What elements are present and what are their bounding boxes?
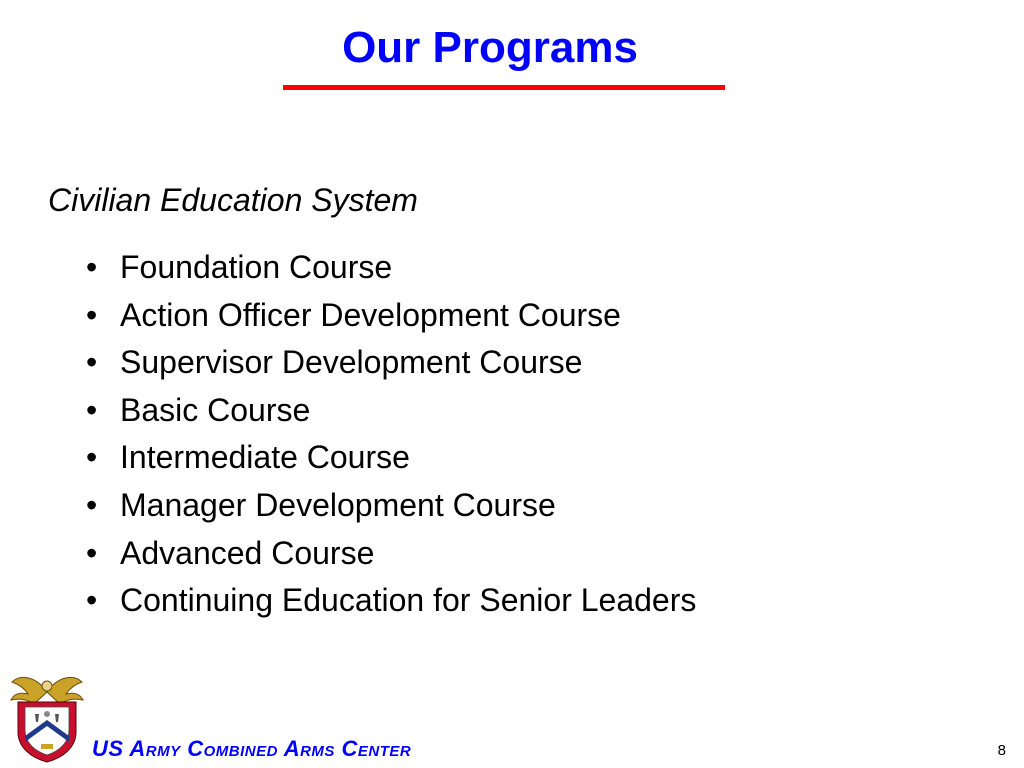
list-item [86, 244, 696, 292]
section-subtitle: Civilian Education System [48, 182, 418, 218]
course-list [86, 244, 696, 625]
course-label: Manager Development Course [120, 486, 556, 523]
army-combined-arms-center-crest-icon [8, 672, 86, 764]
bullet: • [86, 486, 98, 523]
list-item [86, 434, 696, 482]
list-item [86, 387, 696, 435]
course-label: Supervisor Development Course [120, 344, 583, 381]
page-number: 8 [997, 742, 1006, 759]
course-label: Advanced Course [120, 534, 375, 571]
title-underline [283, 85, 725, 90]
course-label: Foundation Course [120, 249, 393, 285]
list-item [86, 339, 696, 387]
bullet: • [86, 344, 98, 381]
course-label: Continuing Education for Senior Leaders [120, 582, 697, 619]
course-label: Action Officer Development Course [120, 296, 621, 333]
bullet: • [86, 391, 98, 428]
list-item [86, 292, 696, 340]
list-item [86, 530, 696, 578]
slide-title: Our Programs [342, 23, 638, 72]
course-label: Basic Course [120, 391, 311, 428]
bullet: • [86, 296, 98, 333]
bullet: • [86, 582, 98, 619]
bullet: • [86, 534, 98, 571]
list-item [86, 482, 696, 530]
list-item [86, 577, 696, 625]
course-label: Intermediate Course [120, 439, 410, 476]
bullet: • [86, 249, 98, 285]
bullet: • [86, 439, 98, 476]
organization-name: US Army Combined Arms Center [92, 736, 412, 761]
